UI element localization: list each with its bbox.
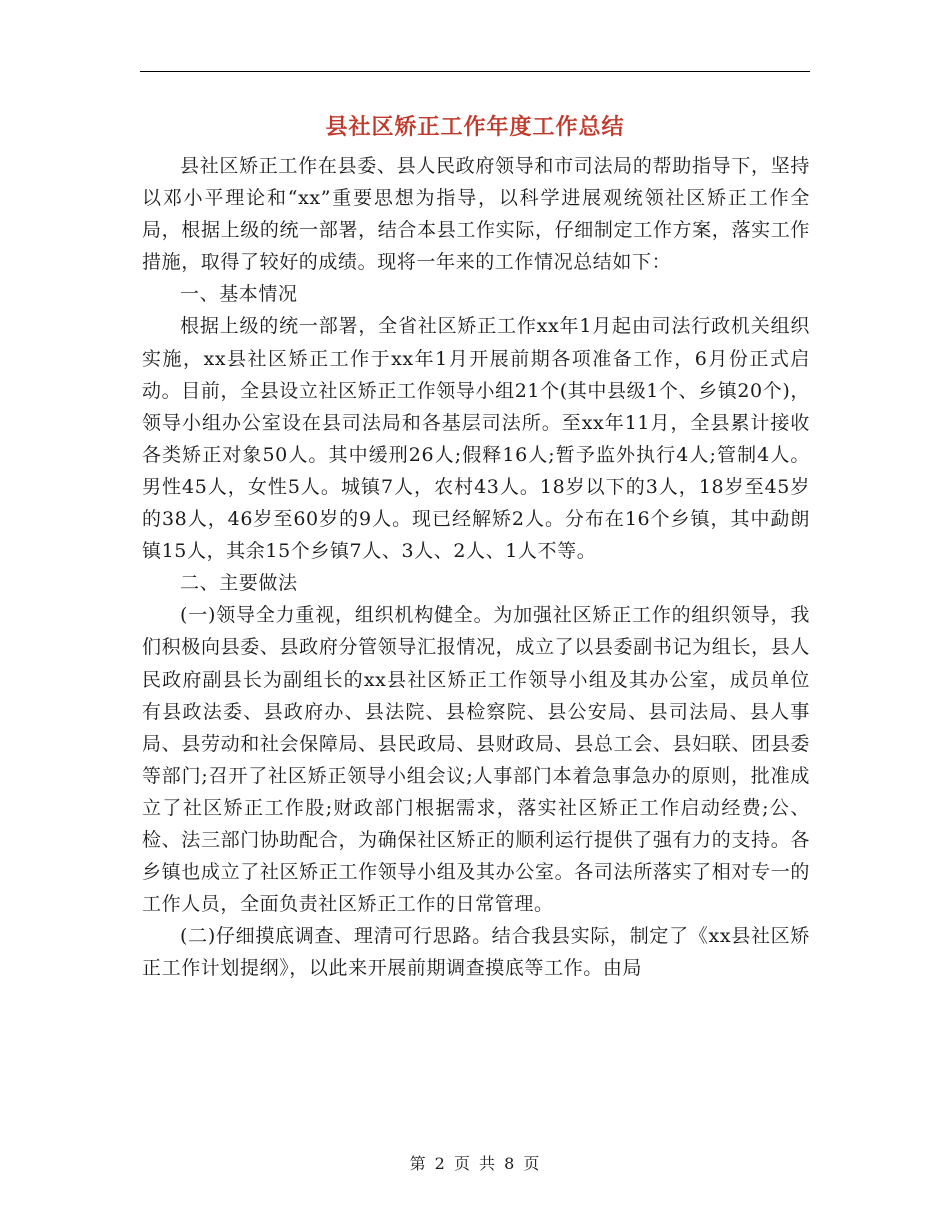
section-heading-main-practices: 二、主要做法 (180, 572, 298, 595)
page-number-footer: 第 2 页 共 8 页 (409, 1154, 541, 1173)
paragraph-intro: 县社区矫正工作在县委、县人民政府领导和市司法局的帮助指导下，坚持以邓小平理论和“xx”重要思想为指导，以科学进展观统领社区矫正工作全局，根据上级的统一部署，结合本县工作实际，仔细制定工作方案，落实工作措施，取得了较好的成绩。现将一年来的工作情况总结如下： (142, 155, 810, 274)
header-rule (140, 71, 810, 72)
paragraph-investigation: (二)仔细摸底调查、理清可行思路。结合我县实际，制定了《xx县社区矫正工作计划提纲》，以此来开展前期调查摸底等工作。由局 (142, 925, 810, 980)
document-title: 县社区矫正工作年度工作总结 (325, 114, 625, 140)
document-body (142, 150, 810, 984)
paragraph-leadership: (一)领导全力重视，组织机构健全。为加强社区矫正工作的组织领导，我们积极向县委、县政府分管领导汇报情况，成立了以县委副书记为组长，县人民政府副县长为副组长的xx县社区矫正工作领导小组及其办公室，成员单位有县政法委、县政府办、县法院、县检察院、县公安局、县司法局、县人事局、县劳动和社会保障局、县民政局、县财政局、县总工会、县妇联、团县委等部门;召开了社区矫正领导小组会议;人事部门本着急事急办的原则，批准成立了社区矫正工作股;财政部门根据需求，落实社区矫正工作启动经费;公、检、法三部门协助配合，为确保社区矫正的顺利运行提供了强有力的支持。各乡镇也成立了社区矫正工作领导小组及其办公室。各司法所落实了相对专一的工作人员，全面负责社区矫正工作的日常管理。 (142, 604, 810, 916)
section-heading-basic-situation: 一、基本情况 (180, 283, 298, 306)
paragraph-basic-situation: 根据上级的统一部署，全省社区矫正工作xx年1月起由司法行政机关组织实施，xx县社区矫正工作于xx年1月开展前期各项准备工作，6月份正式启动。目前，全县设立社区矫正工作领导小组21个(其中县级1个、乡镇20个)，领导小组办公室设在县司法局和各基层司法所。至xx年11月，全县累计接收各类矫正对象50人。其中缓刑26人;假释16人;暂予监外执行4人;管制4人。男性45人，女性5人。城镇7人，农村43人。18岁以下的3人，18岁至45岁的38人，46岁至60岁的9人。现已经解矫2人。分布在16个乡镇，其中勐朗镇15人，其余15个乡镇7人、3人、2人、1人不等。 (142, 315, 810, 563)
